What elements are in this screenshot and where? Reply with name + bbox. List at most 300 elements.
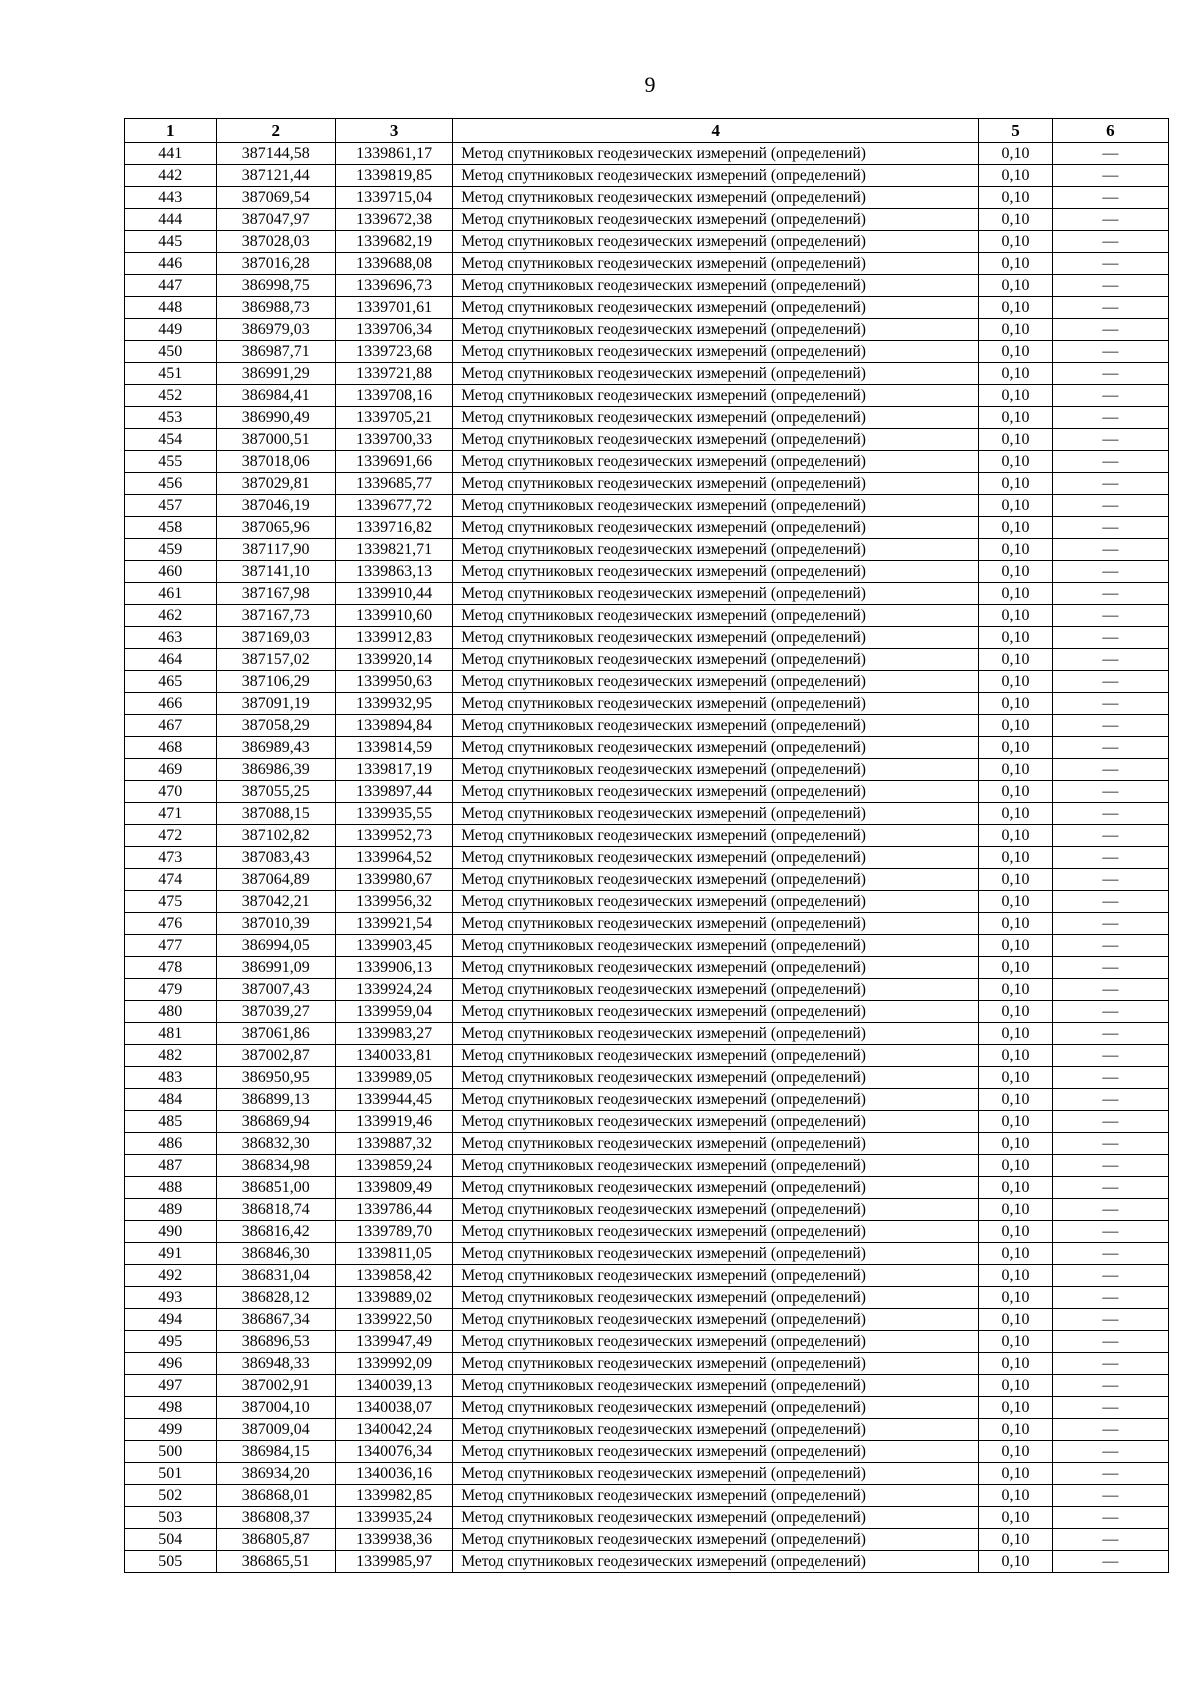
y-coordinate-cell: 1340039,13 bbox=[336, 1375, 453, 1397]
table-row bbox=[125, 473, 1169, 495]
accuracy-cell: 0,10 bbox=[979, 693, 1053, 715]
point-number-cell: 490 bbox=[125, 1221, 217, 1243]
point-number-cell: 455 bbox=[125, 451, 217, 473]
method-cell: Метод спутниковых геодезических измерений (определений) bbox=[453, 1463, 979, 1485]
description-cell: — bbox=[1052, 1441, 1168, 1463]
table-row bbox=[125, 1485, 1169, 1507]
method-cell: Метод спутниковых геодезических измерений (определений) bbox=[453, 715, 979, 737]
table-row bbox=[125, 231, 1169, 253]
y-coordinate-cell: 1339691,66 bbox=[336, 451, 453, 473]
y-coordinate-cell: 1339708,16 bbox=[336, 385, 453, 407]
point-number-cell: 472 bbox=[125, 825, 217, 847]
x-coordinate-cell: 387042,21 bbox=[216, 891, 335, 913]
accuracy-cell: 0,10 bbox=[979, 429, 1053, 451]
table-row bbox=[125, 803, 1169, 825]
table-row bbox=[125, 1045, 1169, 1067]
description-cell: — bbox=[1052, 341, 1168, 363]
header-col-5: 5 bbox=[979, 119, 1053, 143]
method-cell: Метод спутниковых геодезических измерений (определений) bbox=[453, 1485, 979, 1507]
point-number-cell: 471 bbox=[125, 803, 217, 825]
method-cell: Метод спутниковых геодезических измерений (определений) bbox=[453, 869, 979, 891]
y-coordinate-cell: 1339706,34 bbox=[336, 319, 453, 341]
description-cell: — bbox=[1052, 1353, 1168, 1375]
method-cell: Метод спутниковых геодезических измерений (определений) bbox=[453, 297, 979, 319]
method-cell: Метод спутниковых геодезических измерений (определений) bbox=[453, 143, 979, 165]
table-row bbox=[125, 1397, 1169, 1419]
accuracy-cell: 0,10 bbox=[979, 253, 1053, 275]
accuracy-cell: 0,10 bbox=[979, 1397, 1053, 1419]
accuracy-cell: 0,10 bbox=[979, 1353, 1053, 1375]
description-cell: — bbox=[1052, 1243, 1168, 1265]
accuracy-cell: 0,10 bbox=[979, 825, 1053, 847]
coordinates-table bbox=[124, 118, 1169, 1573]
point-number-cell: 461 bbox=[125, 583, 217, 605]
description-cell: — bbox=[1052, 715, 1168, 737]
table-row bbox=[125, 1353, 1169, 1375]
accuracy-cell: 0,10 bbox=[979, 1441, 1053, 1463]
description-cell: — bbox=[1052, 781, 1168, 803]
accuracy-cell: 0,10 bbox=[979, 759, 1053, 781]
x-coordinate-cell: 387069,54 bbox=[216, 187, 335, 209]
y-coordinate-cell: 1340076,34 bbox=[336, 1441, 453, 1463]
x-coordinate-cell: 386991,09 bbox=[216, 957, 335, 979]
x-coordinate-cell: 386828,12 bbox=[216, 1287, 335, 1309]
y-coordinate-cell: 1339715,04 bbox=[336, 187, 453, 209]
x-coordinate-cell: 386896,53 bbox=[216, 1331, 335, 1353]
y-coordinate-cell: 1339696,73 bbox=[336, 275, 453, 297]
accuracy-cell: 0,10 bbox=[979, 495, 1053, 517]
point-number-cell: 463 bbox=[125, 627, 217, 649]
point-number-cell: 496 bbox=[125, 1353, 217, 1375]
description-cell: — bbox=[1052, 473, 1168, 495]
accuracy-cell: 0,10 bbox=[979, 407, 1053, 429]
method-cell: Метод спутниковых геодезических измерений (определений) bbox=[453, 935, 979, 957]
table-row bbox=[125, 539, 1169, 561]
point-number-cell: 466 bbox=[125, 693, 217, 715]
description-cell: — bbox=[1052, 847, 1168, 869]
method-cell: Метод спутниковых геодезических измерений (определений) bbox=[453, 1177, 979, 1199]
table-row bbox=[125, 649, 1169, 671]
y-coordinate-cell: 1339786,44 bbox=[336, 1199, 453, 1221]
description-cell: — bbox=[1052, 561, 1168, 583]
x-coordinate-cell: 387157,02 bbox=[216, 649, 335, 671]
accuracy-cell: 0,10 bbox=[979, 539, 1053, 561]
description-cell: — bbox=[1052, 803, 1168, 825]
description-cell: — bbox=[1052, 979, 1168, 1001]
accuracy-cell: 0,10 bbox=[979, 605, 1053, 627]
method-cell: Метод спутниковых геодезических измерений (определений) bbox=[453, 451, 979, 473]
description-cell: — bbox=[1052, 385, 1168, 407]
y-coordinate-cell: 1339947,49 bbox=[336, 1331, 453, 1353]
method-cell: Метод спутниковых геодезических измерений (определений) bbox=[453, 957, 979, 979]
table-row bbox=[125, 187, 1169, 209]
x-coordinate-cell: 387091,19 bbox=[216, 693, 335, 715]
point-number-cell: 480 bbox=[125, 1001, 217, 1023]
description-cell: — bbox=[1052, 1023, 1168, 1045]
x-coordinate-cell: 387141,10 bbox=[216, 561, 335, 583]
table-row bbox=[125, 1221, 1169, 1243]
table-row bbox=[125, 1331, 1169, 1353]
accuracy-cell: 0,10 bbox=[979, 319, 1053, 341]
point-number-cell: 499 bbox=[125, 1419, 217, 1441]
y-coordinate-cell: 1339903,45 bbox=[336, 935, 453, 957]
x-coordinate-cell: 387106,29 bbox=[216, 671, 335, 693]
point-number-cell: 446 bbox=[125, 253, 217, 275]
header-col-4: 4 bbox=[453, 119, 979, 143]
y-coordinate-cell: 1339983,27 bbox=[336, 1023, 453, 1045]
method-cell: Метод спутниковых геодезических измерений (определений) bbox=[453, 759, 979, 781]
y-coordinate-cell: 1339819,85 bbox=[336, 165, 453, 187]
y-coordinate-cell: 1339935,55 bbox=[336, 803, 453, 825]
x-coordinate-cell: 387018,06 bbox=[216, 451, 335, 473]
description-cell: — bbox=[1052, 1529, 1168, 1551]
y-coordinate-cell: 1339980,67 bbox=[336, 869, 453, 891]
table-row bbox=[125, 1001, 1169, 1023]
y-coordinate-cell: 1339809,49 bbox=[336, 1177, 453, 1199]
x-coordinate-cell: 386986,39 bbox=[216, 759, 335, 781]
y-coordinate-cell: 1339959,04 bbox=[336, 1001, 453, 1023]
y-coordinate-cell: 1339701,61 bbox=[336, 297, 453, 319]
y-coordinate-cell: 1340033,81 bbox=[336, 1045, 453, 1067]
accuracy-cell: 0,10 bbox=[979, 1067, 1053, 1089]
x-coordinate-cell: 386899,13 bbox=[216, 1089, 335, 1111]
x-coordinate-cell: 387046,19 bbox=[216, 495, 335, 517]
header-col-2: 2 bbox=[216, 119, 335, 143]
y-coordinate-cell: 1339985,97 bbox=[336, 1551, 453, 1573]
method-cell: Метод спутниковых геодезических измерений (определений) bbox=[453, 165, 979, 187]
method-cell: Метод спутниковых геодезических измерений (определений) bbox=[453, 275, 979, 297]
y-coordinate-cell: 1339672,38 bbox=[336, 209, 453, 231]
accuracy-cell: 0,10 bbox=[979, 1177, 1053, 1199]
description-cell: — bbox=[1052, 143, 1168, 165]
description-cell: — bbox=[1052, 693, 1168, 715]
description-cell: — bbox=[1052, 1507, 1168, 1529]
description-cell: — bbox=[1052, 869, 1168, 891]
table-row bbox=[125, 429, 1169, 451]
point-number-cell: 450 bbox=[125, 341, 217, 363]
description-cell: — bbox=[1052, 1067, 1168, 1089]
page-number: 9 bbox=[644, 72, 656, 97]
method-cell: Метод спутниковых геодезических измерений (определений) bbox=[453, 891, 979, 913]
description-cell: — bbox=[1052, 737, 1168, 759]
point-number-cell: 488 bbox=[125, 1177, 217, 1199]
point-number-cell: 470 bbox=[125, 781, 217, 803]
accuracy-cell: 0,10 bbox=[979, 627, 1053, 649]
table-row bbox=[125, 1419, 1169, 1441]
accuracy-cell: 0,10 bbox=[979, 231, 1053, 253]
point-number-cell: 453 bbox=[125, 407, 217, 429]
method-cell: Метод спутниковых геодезических измерений (определений) bbox=[453, 913, 979, 935]
accuracy-cell: 0,10 bbox=[979, 847, 1053, 869]
x-coordinate-cell: 387144,58 bbox=[216, 143, 335, 165]
method-cell: Метод спутниковых геодезических измерений (определений) bbox=[453, 1419, 979, 1441]
table-row bbox=[125, 781, 1169, 803]
point-number-cell: 481 bbox=[125, 1023, 217, 1045]
method-cell: Метод спутниковых геодезических измерений (определений) bbox=[453, 693, 979, 715]
description-cell: — bbox=[1052, 649, 1168, 671]
x-coordinate-cell: 386805,87 bbox=[216, 1529, 335, 1551]
method-cell: Метод спутниковых геодезических измерений (определений) bbox=[453, 605, 979, 627]
accuracy-cell: 0,10 bbox=[979, 781, 1053, 803]
method-cell: Метод спутниковых геодезических измерений (определений) bbox=[453, 231, 979, 253]
x-coordinate-cell: 386808,37 bbox=[216, 1507, 335, 1529]
table-row bbox=[125, 1111, 1169, 1133]
x-coordinate-cell: 387061,86 bbox=[216, 1023, 335, 1045]
table-row bbox=[125, 693, 1169, 715]
x-coordinate-cell: 386934,20 bbox=[216, 1463, 335, 1485]
description-cell: — bbox=[1052, 1397, 1168, 1419]
y-coordinate-cell: 1339950,63 bbox=[336, 671, 453, 693]
table-row bbox=[125, 1155, 1169, 1177]
accuracy-cell: 0,10 bbox=[979, 1529, 1053, 1551]
x-coordinate-cell: 387029,81 bbox=[216, 473, 335, 495]
method-cell: Метод спутниковых геодезических измерений (определений) bbox=[453, 1529, 979, 1551]
x-coordinate-cell: 386834,98 bbox=[216, 1155, 335, 1177]
description-cell: — bbox=[1052, 671, 1168, 693]
y-coordinate-cell: 1339932,95 bbox=[336, 693, 453, 715]
accuracy-cell: 0,10 bbox=[979, 297, 1053, 319]
table-row bbox=[125, 407, 1169, 429]
point-number-cell: 478 bbox=[125, 957, 217, 979]
table-row bbox=[125, 495, 1169, 517]
point-number-cell: 487 bbox=[125, 1155, 217, 1177]
y-coordinate-cell: 1339817,19 bbox=[336, 759, 453, 781]
y-coordinate-cell: 1339964,52 bbox=[336, 847, 453, 869]
accuracy-cell: 0,10 bbox=[979, 869, 1053, 891]
method-cell: Метод спутниковых геодезических измерений (определений) bbox=[453, 517, 979, 539]
y-coordinate-cell: 1339677,72 bbox=[336, 495, 453, 517]
x-coordinate-cell: 387028,03 bbox=[216, 231, 335, 253]
description-cell: — bbox=[1052, 1155, 1168, 1177]
y-coordinate-cell: 1339989,05 bbox=[336, 1067, 453, 1089]
point-number-cell: 485 bbox=[125, 1111, 217, 1133]
x-coordinate-cell: 387167,98 bbox=[216, 583, 335, 605]
x-coordinate-cell: 386868,01 bbox=[216, 1485, 335, 1507]
table-row bbox=[125, 979, 1169, 1001]
y-coordinate-cell: 1339889,02 bbox=[336, 1287, 453, 1309]
description-cell: — bbox=[1052, 1331, 1168, 1353]
accuracy-cell: 0,10 bbox=[979, 891, 1053, 913]
accuracy-cell: 0,10 bbox=[979, 1265, 1053, 1287]
point-number-cell: 467 bbox=[125, 715, 217, 737]
y-coordinate-cell: 1339705,21 bbox=[336, 407, 453, 429]
table-row bbox=[125, 385, 1169, 407]
method-cell: Метод спутниковых геодезических измерений (определений) bbox=[453, 385, 979, 407]
point-number-cell: 486 bbox=[125, 1133, 217, 1155]
x-coordinate-cell: 386948,33 bbox=[216, 1353, 335, 1375]
description-cell: — bbox=[1052, 1551, 1168, 1573]
y-coordinate-cell: 1340036,16 bbox=[336, 1463, 453, 1485]
description-cell: — bbox=[1052, 451, 1168, 473]
y-coordinate-cell: 1339859,24 bbox=[336, 1155, 453, 1177]
x-coordinate-cell: 387117,90 bbox=[216, 539, 335, 561]
point-number-cell: 448 bbox=[125, 297, 217, 319]
accuracy-cell: 0,10 bbox=[979, 979, 1053, 1001]
table-row bbox=[125, 869, 1169, 891]
method-cell: Метод спутниковых геодезических измерений (определений) bbox=[453, 209, 979, 231]
y-coordinate-cell: 1339863,13 bbox=[336, 561, 453, 583]
x-coordinate-cell: 387000,51 bbox=[216, 429, 335, 451]
table-row bbox=[125, 341, 1169, 363]
description-cell: — bbox=[1052, 605, 1168, 627]
point-number-cell: 491 bbox=[125, 1243, 217, 1265]
method-cell: Метод спутниковых геодезических измерений (определений) bbox=[453, 187, 979, 209]
point-number-cell: 456 bbox=[125, 473, 217, 495]
method-cell: Метод спутниковых геодезических измерений (определений) bbox=[453, 1375, 979, 1397]
accuracy-cell: 0,10 bbox=[979, 737, 1053, 759]
point-number-cell: 476 bbox=[125, 913, 217, 935]
table-row bbox=[125, 1089, 1169, 1111]
x-coordinate-cell: 387121,44 bbox=[216, 165, 335, 187]
table-row bbox=[125, 627, 1169, 649]
method-cell: Метод спутниковых геодезических измерений (определений) bbox=[453, 319, 979, 341]
description-cell: — bbox=[1052, 1111, 1168, 1133]
y-coordinate-cell: 1339721,88 bbox=[336, 363, 453, 385]
description-cell: — bbox=[1052, 1221, 1168, 1243]
accuracy-cell: 0,10 bbox=[979, 1485, 1053, 1507]
table-row bbox=[125, 275, 1169, 297]
point-number-cell: 474 bbox=[125, 869, 217, 891]
accuracy-cell: 0,10 bbox=[979, 275, 1053, 297]
point-number-cell: 443 bbox=[125, 187, 217, 209]
table-row bbox=[125, 253, 1169, 275]
x-coordinate-cell: 386994,05 bbox=[216, 935, 335, 957]
method-cell: Метод спутниковых геодезических измерений (определений) bbox=[453, 1331, 979, 1353]
x-coordinate-cell: 386851,00 bbox=[216, 1177, 335, 1199]
x-coordinate-cell: 386816,42 bbox=[216, 1221, 335, 1243]
x-coordinate-cell: 387058,29 bbox=[216, 715, 335, 737]
point-number-cell: 500 bbox=[125, 1441, 217, 1463]
method-cell: Метод спутниковых геодезических измерений (определений) bbox=[453, 737, 979, 759]
description-cell: — bbox=[1052, 825, 1168, 847]
x-coordinate-cell: 386984,41 bbox=[216, 385, 335, 407]
y-coordinate-cell: 1339688,08 bbox=[336, 253, 453, 275]
accuracy-cell: 0,10 bbox=[979, 517, 1053, 539]
description-cell: — bbox=[1052, 1375, 1168, 1397]
description-cell: — bbox=[1052, 583, 1168, 605]
point-number-cell: 502 bbox=[125, 1485, 217, 1507]
description-cell: — bbox=[1052, 957, 1168, 979]
x-coordinate-cell: 387169,03 bbox=[216, 627, 335, 649]
point-number-cell: 505 bbox=[125, 1551, 217, 1573]
table-row bbox=[125, 583, 1169, 605]
method-cell: Метод спутниковых геодезических измерений (определений) bbox=[453, 825, 979, 847]
accuracy-cell: 0,10 bbox=[979, 1199, 1053, 1221]
method-cell: Метод спутниковых геодезических измерений (определений) bbox=[453, 561, 979, 583]
table-row bbox=[125, 605, 1169, 627]
x-coordinate-cell: 387083,43 bbox=[216, 847, 335, 869]
point-number-cell: 484 bbox=[125, 1089, 217, 1111]
y-coordinate-cell: 1339922,50 bbox=[336, 1309, 453, 1331]
table-row bbox=[125, 561, 1169, 583]
accuracy-cell: 0,10 bbox=[979, 1375, 1053, 1397]
table-row bbox=[125, 143, 1169, 165]
description-cell: — bbox=[1052, 297, 1168, 319]
x-coordinate-cell: 387016,28 bbox=[216, 253, 335, 275]
table-row bbox=[125, 913, 1169, 935]
x-coordinate-cell: 387009,04 bbox=[216, 1419, 335, 1441]
point-number-cell: 494 bbox=[125, 1309, 217, 1331]
table-row bbox=[125, 1441, 1169, 1463]
accuracy-cell: 0,10 bbox=[979, 165, 1053, 187]
point-number-cell: 458 bbox=[125, 517, 217, 539]
method-cell: Метод спутниковых геодезических измерений (определений) bbox=[453, 495, 979, 517]
x-coordinate-cell: 387064,89 bbox=[216, 869, 335, 891]
table-row bbox=[125, 891, 1169, 913]
point-number-cell: 503 bbox=[125, 1507, 217, 1529]
y-coordinate-cell: 1339982,85 bbox=[336, 1485, 453, 1507]
table-row bbox=[125, 1287, 1169, 1309]
method-cell: Метод спутниковых геодезических измерений (определений) bbox=[453, 627, 979, 649]
description-cell: — bbox=[1052, 1089, 1168, 1111]
x-coordinate-cell: 386991,29 bbox=[216, 363, 335, 385]
x-coordinate-cell: 386984,15 bbox=[216, 1441, 335, 1463]
method-cell: Метод спутниковых геодезических измерений (определений) bbox=[453, 407, 979, 429]
method-cell: Метод спутниковых геодезических измерений (определений) bbox=[453, 1551, 979, 1573]
x-coordinate-cell: 387065,96 bbox=[216, 517, 335, 539]
table-row bbox=[125, 1067, 1169, 1089]
table-row bbox=[125, 319, 1169, 341]
table-row bbox=[125, 1375, 1169, 1397]
method-cell: Метод спутниковых геодезических измерений (определений) bbox=[453, 781, 979, 803]
y-coordinate-cell: 1339723,68 bbox=[336, 341, 453, 363]
accuracy-cell: 0,10 bbox=[979, 649, 1053, 671]
x-coordinate-cell: 386998,75 bbox=[216, 275, 335, 297]
method-cell: Метод спутниковых геодезических измерений (определений) bbox=[453, 1243, 979, 1265]
point-number-cell: 462 bbox=[125, 605, 217, 627]
description-cell: — bbox=[1052, 407, 1168, 429]
x-coordinate-cell: 387004,10 bbox=[216, 1397, 335, 1419]
x-coordinate-cell: 386818,74 bbox=[216, 1199, 335, 1221]
x-coordinate-cell: 387167,73 bbox=[216, 605, 335, 627]
y-coordinate-cell: 1339897,44 bbox=[336, 781, 453, 803]
description-cell: — bbox=[1052, 1419, 1168, 1441]
method-cell: Метод спутниковых геодезических измерений (определений) bbox=[453, 473, 979, 495]
accuracy-cell: 0,10 bbox=[979, 561, 1053, 583]
point-number-cell: 482 bbox=[125, 1045, 217, 1067]
y-coordinate-cell: 1340042,24 bbox=[336, 1419, 453, 1441]
accuracy-cell: 0,10 bbox=[979, 1331, 1053, 1353]
point-number-cell: 459 bbox=[125, 539, 217, 561]
table-row bbox=[125, 1177, 1169, 1199]
table-row bbox=[125, 1551, 1169, 1573]
description-cell: — bbox=[1052, 1045, 1168, 1067]
y-coordinate-cell: 1339861,17 bbox=[336, 143, 453, 165]
y-coordinate-cell: 1340038,07 bbox=[336, 1397, 453, 1419]
x-coordinate-cell: 387088,15 bbox=[216, 803, 335, 825]
description-cell: — bbox=[1052, 935, 1168, 957]
description-cell: — bbox=[1052, 275, 1168, 297]
table-row bbox=[125, 297, 1169, 319]
point-number-cell: 442 bbox=[125, 165, 217, 187]
method-cell: Метод спутниковых геодезических измерений (определений) bbox=[453, 253, 979, 275]
method-cell: Метод спутниковых геодезических измерений (определений) bbox=[453, 1287, 979, 1309]
x-coordinate-cell: 387055,25 bbox=[216, 781, 335, 803]
description-cell: — bbox=[1052, 165, 1168, 187]
y-coordinate-cell: 1339906,13 bbox=[336, 957, 453, 979]
description-cell: — bbox=[1052, 891, 1168, 913]
x-coordinate-cell: 387039,27 bbox=[216, 1001, 335, 1023]
point-number-cell: 445 bbox=[125, 231, 217, 253]
accuracy-cell: 0,10 bbox=[979, 935, 1053, 957]
accuracy-cell: 0,10 bbox=[979, 671, 1053, 693]
accuracy-cell: 0,10 bbox=[979, 803, 1053, 825]
point-number-cell: 489 bbox=[125, 1199, 217, 1221]
point-number-cell: 449 bbox=[125, 319, 217, 341]
y-coordinate-cell: 1339919,46 bbox=[336, 1111, 453, 1133]
x-coordinate-cell: 386987,71 bbox=[216, 341, 335, 363]
y-coordinate-cell: 1339894,84 bbox=[336, 715, 453, 737]
